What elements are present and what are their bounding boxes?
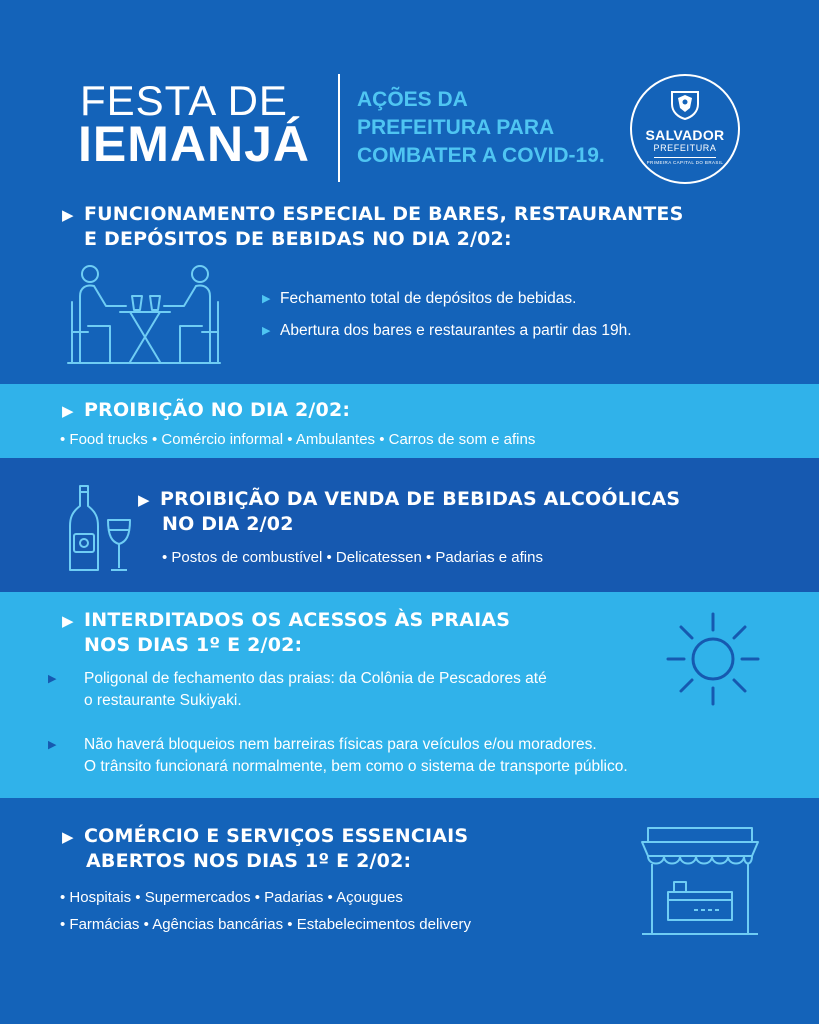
section3-heading-line1: PROIBIÇÃO DA VENDA DE BEBIDAS ALCOÓLICAS: [160, 488, 681, 510]
section2-heading-text: PROIBIÇÃO NO DIA 2/02:: [84, 399, 351, 421]
title-top: FESTA DE: [80, 77, 288, 124]
section5-items-line: • Farmácias • Agências bancárias • Estabelecimentos delivery: [60, 916, 471, 933]
section1-heading: [62, 202, 782, 251]
section4-heading: [62, 608, 582, 657]
storefront-icon: [638, 826, 762, 938]
triangle-bullet-icon: ▶: [62, 206, 74, 224]
section3-heading: [138, 487, 778, 536]
subtitle: [357, 86, 627, 170]
triangle-bullet-icon: ▶: [62, 828, 74, 846]
section3-items: • Postos de combustível • Delicatessen • Padarias e afins: [162, 549, 543, 566]
people-at-table-icon: [66, 262, 222, 368]
section5-items-line: • Hospitais • Supermercados • Padarias • Açougues: [60, 889, 403, 906]
logo-tagline: PRIMEIRA CAPITAL DO BRASIL: [646, 160, 724, 165]
logo-label: PREFEITURA: [653, 143, 717, 153]
section5-heading-line2: ABERTOS NOS DIAS 1º E 2/02:: [86, 850, 412, 872]
logo-divider: [654, 157, 716, 158]
logo-city: SALVADOR: [645, 127, 725, 143]
arrow-bullet-icon: ▶: [48, 739, 57, 751]
arrow-bullet-icon: ▶: [48, 673, 57, 685]
section4-heading-line1: INTERDITADOS OS ACESSOS ÀS PRAIAS: [84, 609, 511, 631]
list-item: ▶ Fechamento total de depósitos de bebidas.: [262, 288, 762, 310]
section4-list: [48, 668, 786, 800]
subtitle-line: COMBATER A COVID-19.: [357, 144, 605, 167]
section5-heading-line1: COMÉRCIO E SERVIÇOS ESSENCIAIS: [84, 825, 469, 847]
list-item: ▶ Abertura dos bares e restaurantes a partir das 19h.: [262, 320, 762, 342]
triangle-bullet-icon: ▶: [62, 402, 74, 420]
subtitle-line: PREFEITURA PARA: [357, 116, 555, 139]
list-item: ▶ Não haverá bloqueios nem barreiras físicas para veículos e/ou moradores. O trânsito funcionará normalmente, bem como o sistema de transporte público.: [48, 736, 628, 775]
bottle-and-glass-icon: [66, 484, 136, 574]
subtitle-line: AÇÕES DA: [357, 88, 468, 111]
header-divider: [338, 74, 340, 182]
triangle-bullet-icon: ▶: [138, 491, 150, 509]
arrow-bullet-icon: ▶: [262, 325, 271, 337]
coat-of-arms-icon: [668, 90, 702, 120]
section3-heading-line2: NO DIA 2/02: [162, 513, 294, 535]
section2-items: • Food trucks • Comércio informal • Ambulantes • Carros de som e afins: [60, 431, 536, 448]
section1-heading-line1: FUNCIONAMENTO ESPECIAL DE BARES, RESTAURANTES: [84, 203, 684, 225]
section1-list: [262, 288, 762, 352]
section4-heading-line2: NOS DIAS 1º E 2/02:: [84, 634, 303, 656]
title-bottom: IEMANJÁ: [78, 116, 311, 172]
arrow-bullet-icon: ▶: [262, 293, 271, 305]
salvador-logo: [630, 74, 740, 184]
section5-heading: [62, 824, 622, 873]
section5-list: [60, 888, 471, 942]
section1-heading-line2: E DEPÓSITOS DE BEBIDAS NO DIA 2/02:: [84, 228, 512, 250]
list-item: ▶ Poligonal de fechamento das praias: da Colônia de Pescadores até o restaurante Sukiyaki.: [48, 670, 547, 709]
triangle-bullet-icon: ▶: [62, 612, 74, 630]
section2-heading: [62, 398, 350, 423]
